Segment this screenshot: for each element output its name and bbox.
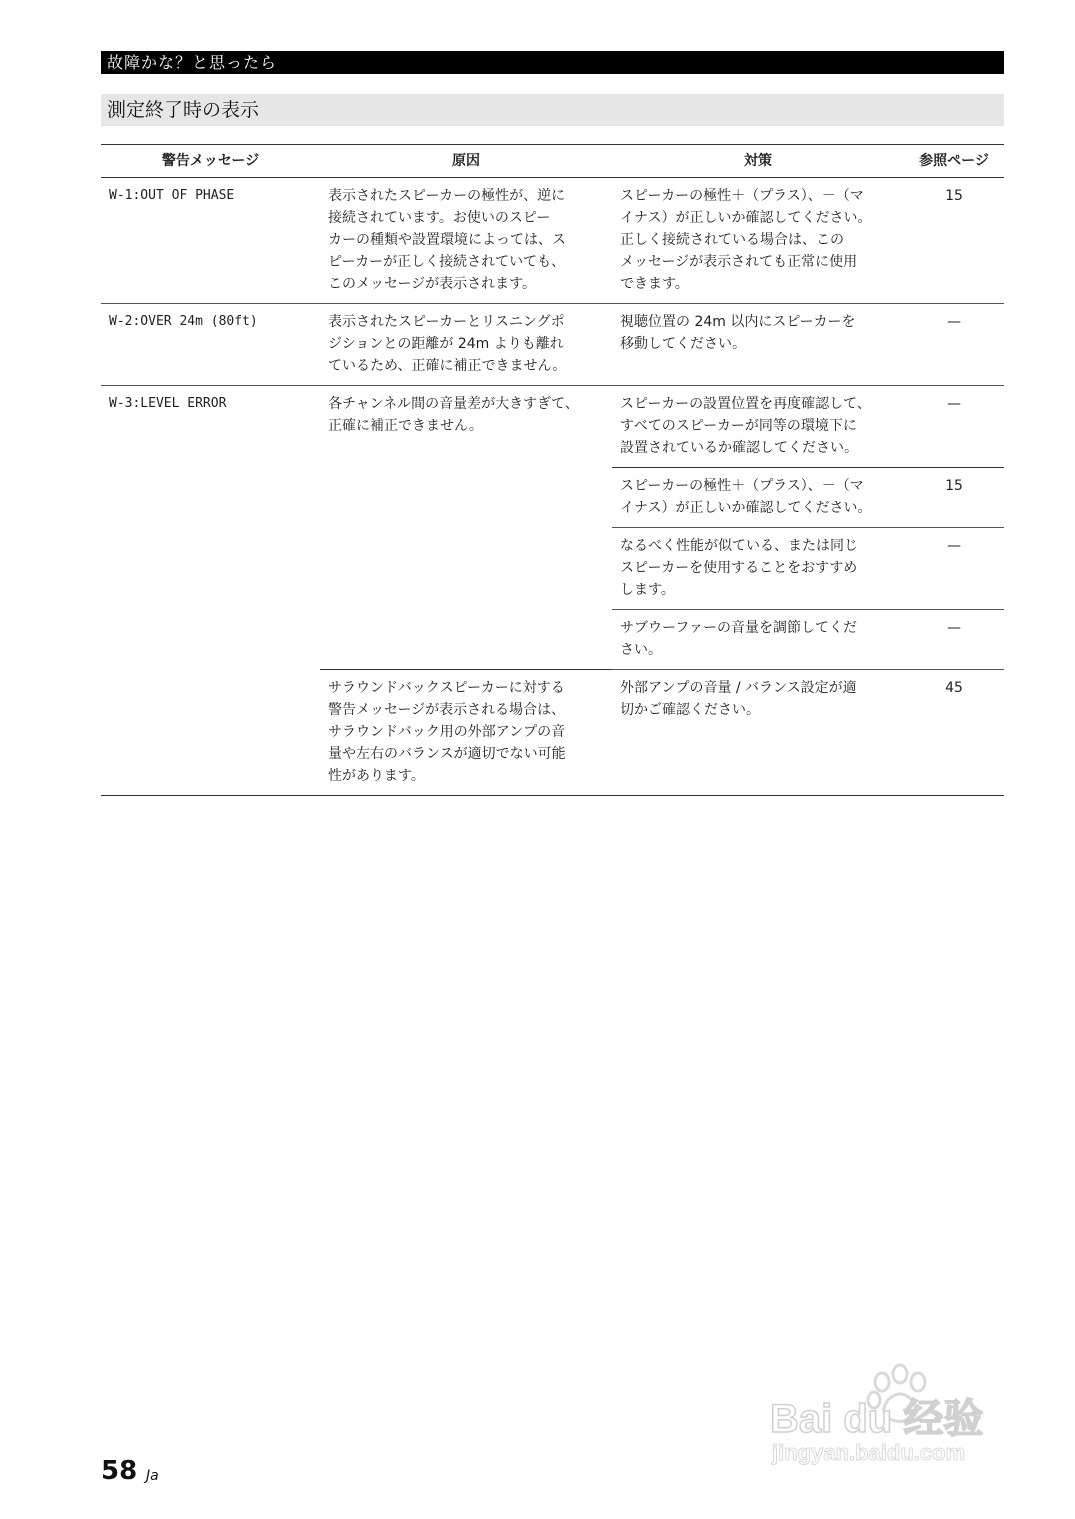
table-row <box>101 178 1004 304</box>
remedy-cell: スピーカーの極性＋（プラス）、－（マ イナス）が正しいか確認してください。 <box>612 468 904 528</box>
page-language: Ja <box>146 1468 159 1484</box>
cause-cell: 表示されたスピーカーとリスニングポ ジションとの距離が 24m よりも離れ ているため、正確に補正できません。 <box>320 304 612 386</box>
remedy-cell: サブウーファーの音量を調節してくだ さい。 <box>612 610 904 670</box>
section-title: 測定終了時の表示 <box>101 94 1004 126</box>
page-number: 58 <box>101 1456 138 1486</box>
warning-message: W-2:OVER 24m (80ft) <box>101 304 320 386</box>
reference-page: — <box>904 386 1004 468</box>
baidu-jingyan-watermark <box>770 1360 1010 1470</box>
column-header-message: 警告メッセージ <box>101 145 320 178</box>
cause-cell: 各チャンネル間の音量差が大きすぎて、 正確に補正できません。 <box>320 386 612 670</box>
watermark-url: jingyan.baidu.com <box>772 1440 966 1465</box>
warning-message: W-1:OUT OF PHASE <box>109 188 235 203</box>
reference-page: — <box>904 610 1004 670</box>
warning-table <box>101 144 1004 796</box>
remedy-cell: スピーカーの極性＋（プラス）、－（マ イナス）が正しいか確認してください。 正しく接続されている場合は、この メッセージが表示されても正常に使用 できます。 <box>620 188 872 292</box>
column-header-page: 参照ページ <box>904 145 1004 178</box>
table-row <box>101 386 1004 468</box>
warning-message: W-3:LEVEL ERROR <box>101 386 320 796</box>
remedy-cell: 外部アンプの音量 / バランス設定が適 切かご確認ください。 <box>612 670 904 796</box>
reference-page: 45 <box>904 670 1004 796</box>
table-row <box>101 304 1004 386</box>
column-header-remedy: 対策 <box>612 145 904 178</box>
chapter-header: 故障かな？と思ったら <box>101 51 1004 74</box>
remedy-cell: スピーカーの設置位置を再度確認して、 すべてのスピーカーが同等の環境下に 設置されているか確認してください。 <box>612 386 904 468</box>
reference-page: 15 <box>904 468 1004 528</box>
remedy-cell: 視聴位置の 24m 以内にスピーカーを 移動してください。 <box>612 304 904 386</box>
watermark-brand: Bai du 经验 <box>770 1397 984 1441</box>
reference-page: — <box>904 528 1004 610</box>
reference-page: 15 <box>945 188 963 204</box>
cause-cell: 表示されたスピーカーの極性が、逆に 接続されています。お使いのスピー カーの種類や設置環境によっては、ス ピーカーが正しく接続されていても、 このメッセージが表示されます。 <box>328 188 566 292</box>
cause-cell: サラウンドバックスピーカーに対する 警告メッセージが表示される場合は、 サラウンドバック用の外部アンプの音 量や左右のバランスが適切でない可能 性があります。 <box>320 670 612 796</box>
column-header-cause: 原因 <box>320 145 612 178</box>
remedy-cell: なるべく性能が似ている、または同じ スピーカーを使用することをおすすめ します。 <box>612 528 904 610</box>
table-header-row <box>101 145 1004 178</box>
reference-page: — <box>904 304 1004 386</box>
